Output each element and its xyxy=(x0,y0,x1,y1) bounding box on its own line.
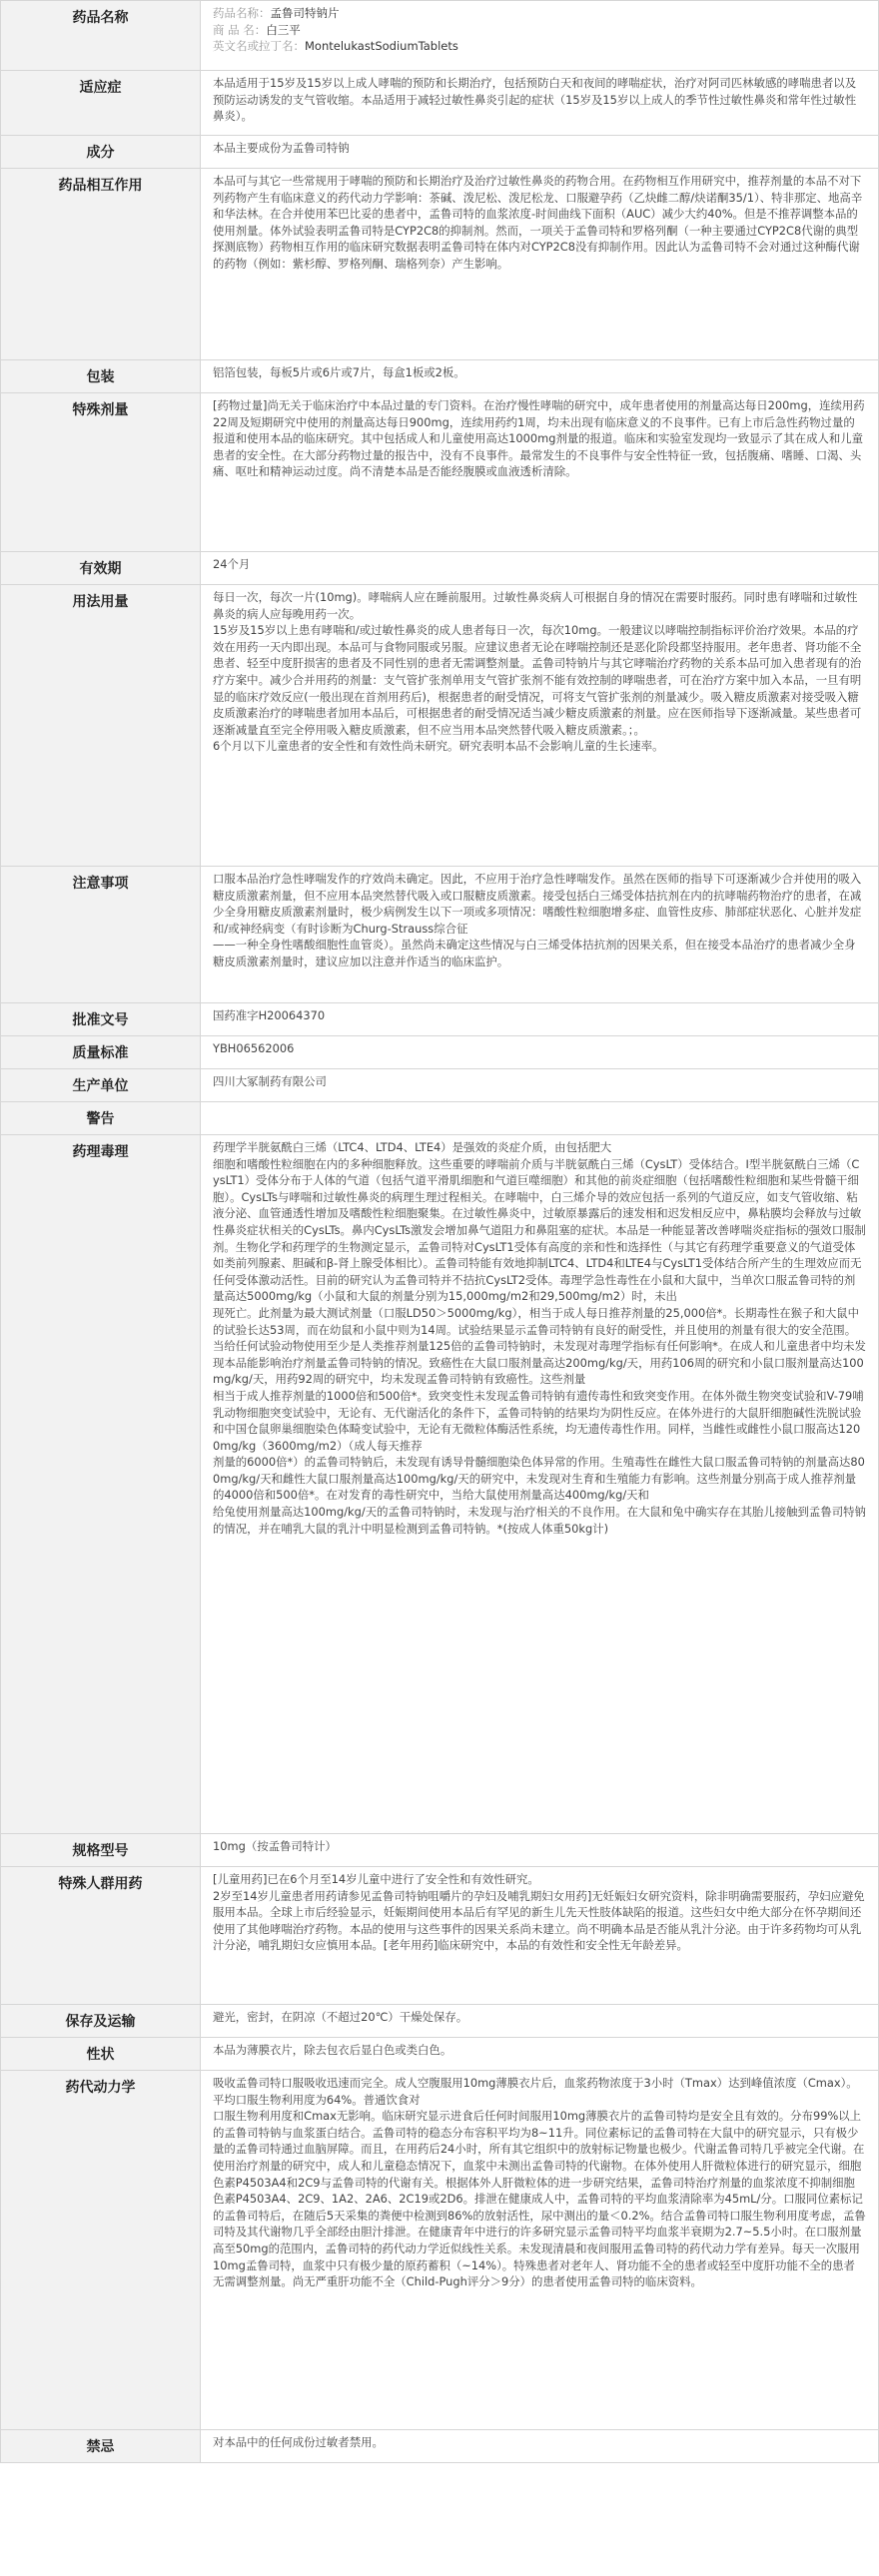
composition-label: 成分 xyxy=(1,136,201,169)
precautions-label: 注意事项 xyxy=(1,867,201,1003)
quality-value: YBH06562006 xyxy=(201,1036,879,1069)
drug-name-value xyxy=(201,1,879,71)
contraindications-label: 禁忌 xyxy=(1,2430,201,2463)
warning-row xyxy=(1,1102,879,1135)
manufacturer-value: 四川大冢制药有限公司 xyxy=(201,1069,879,1102)
approval-label: 批准文号 xyxy=(1,1003,201,1036)
storage-row xyxy=(1,2005,879,2038)
pharmacokinetics-value: 吸收孟鲁司特口服吸收迅速而完全。成人空腹服用10mg薄膜衣片后，血浆药物浓度于3小时（Tmax）达到峰值浓度（Cmax）。平均口服生物利用度为64%。普通饮食对 口服生物利用度和Cmax无影响。临床研究显示进食后任何时间服用10mg薄膜衣片的孟鲁司特均是安全且有效的。分布99%以上的孟鲁司特钠与血浆蛋白结合。孟鲁司特的稳态分布容积平均为8~11升。同位素标记的孟鲁司特在大鼠中的研究显示，只有极少量的孟鲁司特通过血脑屏障。而且，在用药后24小时，所有其它组织中的放射标记物量也极少。代谢孟鲁司特几乎被完全代谢。在使用治疗剂量的研究中，成人和儿童稳态情况下，血浆中未测出孟鲁司特的代谢物。在体外使用人肝微粒体进行的研究显示，细胞色素P4503A4和2C9与孟鲁司特的代谢有关。根据体外人肝微粒体的进一步研究结果，孟鲁司特治疗剂量的血浆浓度不抑制细胞色素P4503A4、2C9、1A2、2A6、2C19或2D6。排泄在健康成人中，孟鲁司特的平均血浆清除率为45mL/分。口服同位素标记的孟鲁司特后，在随后5天采集的粪便中检测到86%的放射活性，尿中测出的量＜0.2%。结合孟鲁司特口服生物利用度考虑，孟鲁司特及其代谢物几乎全部经由胆汁排泄。在健康青年中进行的许多研究显示孟鲁司特平均血浆半衰期为2.7~5.5小时。在口服剂量高至50mg的范围内，孟鲁司特的药代动力学近似线性关系。未发现清晨和夜间服用孟鲁司特的药代动力学有差异。每天一次服用10mg孟鲁司特，血浆中只有极少量的原药蓄积（~14%）。特殊患者对老年人、肾功能不全的患者或轻至中度肝功能不全的患者无需调整剂量。尚无严重肝功能不全（Child-Pugh评分＞9分）的患者使用孟鲁司特的临床资料。 xyxy=(201,2071,879,2430)
quality-row xyxy=(1,1036,879,1069)
precautions-value: 口服本品治疗急性哮喘发作的疗效尚未确定。因此，不应用于治疗急性哮喘发作。虽然在医师的指导下可逐渐减少合并使用的吸入糖皮质激素剂量，但不应用本品突然替代吸入或口服糖皮质激素。接受包括白三烯受体拮抗剂在内的抗哮喘药物治疗的患者，在减少全身用糖皮质激素剂量时，极少病例发生以下一项或多项情况：嗜酸性粒细胞增多症、血管性皮疹、肺部症状恶化、心脏并发症和/或神经病变（有时诊断为Churg-Strauss综合征 ——一种全身性嗜酸细胞性血管炎）。虽然尚未确定这些情况与白三烯受体拮抗剂的因果关系，但在接受本品治疗的患者减少全身糖皮质激素剂量时，建议应加以注意并作适当的临床监护。 xyxy=(201,867,879,1003)
package-label: 包装 xyxy=(1,360,201,393)
warning-value xyxy=(201,1102,879,1135)
composition-value: 本品主要成份为孟鲁司特钠 xyxy=(201,136,879,169)
dosage-value: 每日一次，每次一片(10mg)。哮喘病人应在睡前服用。过敏性鼻炎病人可根据自身的情况在需要时服药。同时患有哮喘和过敏性鼻炎的病人应每晚用药一次。 15岁及15岁以上患有哮喘和/或过敏性鼻炎的成人患者每日一次，每次10mg。一般建议以哮喘控制指标评价治疗效果。本品的疗效在用药一天内即出现。本品可与食物同服或另服。应建议患者无论在哮喘控制还是恶化阶段都坚持服用。老年患者、肾功能不全患者、轻至中度肝损害的患者及不同性别的患者无需调整剂量。孟鲁司特钠片与其它哮喘治疗药物的关系本品可加入患者现有的治疗方案中。减少合并用药的剂量：支气管扩张剂单用支气管扩张剂不能有效控制的哮喘患者，可在治疗方案中加入本品，一旦有明显的临床疗效反应(一般出现在首剂用药后)，根据患者的耐受情况，可将支气管扩张剂的剂量减少。吸入糖皮质激素对接受吸入糖皮质激素治疗的哮喘患者加用本品后，可根据患者的耐受情况适当减少糖皮质激素的剂量。应在医师指导下逐渐减量。某些患者可逐渐减量直至完全停用吸入糖皮质激素，但不应当用本品突然替代吸入糖皮质激素。；。 6个月以下儿童患者的安全性和有效性尚未研究。研究表明本品不会影响儿童的生长速率。 xyxy=(201,585,879,867)
appearance-value: 本品为薄膜衣片，除去包衣后显白色或类白色。 xyxy=(201,2038,879,2071)
brand-name-line: 商 品 名：白三平 xyxy=(213,22,301,37)
indications-label: 适应症 xyxy=(1,71,201,136)
special-groups-label: 特殊人群用药 xyxy=(1,1867,201,2005)
spec-row xyxy=(1,1834,879,1867)
appearance-row xyxy=(1,2038,879,2071)
manufacturer-label: 生产单位 xyxy=(1,1069,201,1102)
interactions-row xyxy=(1,169,879,360)
pharmacology-value: 药理学半胱氨酰白三烯（LTC4、LTD4、LTE4）是强效的炎症介质，由包括肥大 细胞和嗜酸性粒细胞在内的多种细胞释放。这些重要的哮喘前介质与半胱氨酰白三烯（CysLT）受体结合。I型半胱氨酰白三烯（CysLT1）受体分布于人体的气道（包括气道平滑肌细胞和气道巨噬细胞）和其他的前炎症细胞（包括嗜酸性粒细胞和某些骨髓干细胞）。CysLTs与哮喘和过敏性鼻炎的病理生理过程相关。在哮喘中，白三烯介导的效应包括一系列的气道反应，如支气管收缩、粘液分泌、血管通透性增加及嗜酸性粒细胞聚集。在过敏性鼻炎中，过敏原暴露后的速发相和迟发相反应中，鼻粘膜均会释放与过敏性鼻炎症状相关的CysLTs。鼻内CysLTs激发会增加鼻气道阻力和鼻阻塞的症状。本品是一种能显著改善哮喘炎症指标的强效口服制剂。生物化学和药理学的生物测定显示，孟鲁司特对CysLT1受体有高度的亲和性和选择性（与其它有药理学重要意义的气道受体如类前列腺素、胆碱和β-肾上腺受体相比）。孟鲁司特能有效地抑制LTC4、LTD4和LTE4与CysLT1受体结合所产生的生理效应而无任何受体激动活性。目前的研究认为孟鲁司特并不拮抗CysLT2受体。毒理学急性毒性在小鼠和大鼠中，当单次口服孟鲁司特的剂量高达5000mg/kg（小鼠和大鼠的剂量分别为15,000mg/m2和29,500mg/m2）时，未出 现死亡。此剂量为最大测试剂量（口服LD50＞5000mg/kg），相当于成人每日推荐剂量的25,000倍*。长期毒性在猴子和大鼠中的试验长达53周，而在幼鼠和小鼠中则为14周。试验结果显示孟鲁司特钠有良好的耐受性，并且使用的剂量有很大的安全范围。当给任何试验动物使用至少是人类推荐剂量125倍的孟鲁司特钠时，未发现对毒理学指标有任何影响*。在成人和儿童患者中均未发现本品能影响治疗剂量孟鲁司特钠的情况。致癌性在大鼠口服剂量高达200mg/kg/天，用药106周的研究和小鼠口服剂量高达100mg/kg/天，用药92周的研究中，均未发现孟鲁司特钠有致癌性。这些剂量 相当于成人推荐剂量的1000倍和500倍*。致突变性未发现孟鲁司特钠有遗传毒性和致突变作用。在体外微生物突变试验和V-79哺乳动物细胞突变试验中，无论有、无代谢活化的条件下，孟鲁司特钠的结果均为阴性反应。在体外进行的大鼠肝细胞碱性洗脱试验和中国仓鼠卵巢细胞染色体畸变试验中，无论有无微粒体酶活性系统，均无遗传毒性作用。同样，当雌性或雌性小鼠口服高达1200mg/kg（3600mg/m2）（成人每天推荐 剂量的6000倍*）的孟鲁司特钠后，未发现有诱导骨髓细胞染色体异常的作用。生殖毒性在雌性大鼠口服孟鲁司特钠的剂量高达800mg/kg/天和雌性大鼠口服剂量高达100mg/kg/天的研究中，未发现对生育和生殖能力有影响。这些剂量分别高于成人推荐剂量的4000倍和500倍*。在对发育的毒性研究中，当给大鼠使用剂量高达400mg/kg/天和 给兔使用剂量高达100mg/kg/天的孟鲁司特钠时，未发现与治疗相关的不良作用。在大鼠和兔中确实存在其胎儿接触到孟鲁司特钠的情况，并在哺乳大鼠的乳汁中明显检测到孟鲁司特钠。*(按成人体重50kg计) xyxy=(201,1135,879,1834)
pharmacology-label: 药理毒理 xyxy=(1,1135,201,1834)
approval-value: 国药准字H20064370 xyxy=(201,1003,879,1036)
contraindications-value: 对本品中的任何成份过敏者禁用。 xyxy=(201,2430,879,2463)
validity-label: 有效期 xyxy=(1,552,201,585)
contraindications-row xyxy=(1,2430,879,2463)
special-dose-value: [药物过量]尚无关于临床治疗中本品过量的专门资料。在治疗慢性哮喘的研究中，成年患者使用的剂量高达每日200mg，连续用药22周及短期研究中使用的剂量高达每日900mg，连续用药约1周，均未出现有临床意义的不良事件。已有上市后急性药物过量的报道和使用本品的临床研究。其中包括成人和儿童使用高达1000mg剂量的报道。临床和实验室发现均一致显示了其在成人和儿童患者的安全性。在大部分药物过量的报告中，没有不良事件。最常发生的不良事件与安全性特征一致，包括腹痛、嗜睡、口渴、头痛、呕吐和精神运动过度。尚不清楚本品是否能经腹膜或血液透析清除。 xyxy=(201,393,879,552)
approval-row xyxy=(1,1003,879,1036)
precautions-row xyxy=(1,867,879,1003)
special-dose-label: 特殊剂量 xyxy=(1,393,201,552)
spec-value: 10mg（按孟鲁司特计） xyxy=(201,1834,879,1867)
package-value: 铝箔包装，每板5片或6片或7片，每盒1板或2板。 xyxy=(201,360,879,393)
indications-value: 本品适用于15岁及15岁以上成人哮喘的预防和长期治疗，包括预防白天和夜间的哮喘症状，治疗对阿司匹林敏感的哮喘患者以及预防运动诱发的支气管收缩。本品适用于减轻过敏性鼻炎引起的症状（15岁及15岁以上成人的季节性过敏性鼻炎和常年性过敏性鼻炎）。 xyxy=(201,71,879,136)
special-dose-row xyxy=(1,393,879,552)
interactions-label: 药品相互作用 xyxy=(1,169,201,360)
interactions-value: 本品可与其它一些常规用于哮喘的预防和长期治疗及治疗过敏性鼻炎的药物合用。在药物相互作用研究中，推荐剂量的本品不对下列药物产生有临床意义的药代动力学影响：茶碱、泼尼松、泼尼松龙、口服避孕药（乙炔雌二醇/炔诺酮35/1）、特非那定、地高辛和华法林。在合并使用苯巴比妥的患者中，孟鲁司特的血浆浓度-时间曲线下面积（AUC）减少大约40%。但是不推荐调整本品的使用剂量。体外试验表明孟鲁司特是CYP2C8的抑制剂。然而，一项关于孟鲁司特和罗格列酮（一种主要通过CYP2C8代谢的典型探测底物）药物相互作用的临床研究数据表明孟鲁司特在体内对CYP2C8没有抑制作用。因此认为孟鲁司特不会对通过这种酶代谢的药物（例如：紫杉醇、罗格列酮、瑞格列奈）产生影响。 xyxy=(201,169,879,360)
dosage-label: 用法用量 xyxy=(1,585,201,867)
validity-value: 24个月 xyxy=(201,552,879,585)
special-groups-row xyxy=(1,1867,879,2005)
warning-label: 警告 xyxy=(1,1102,201,1135)
quality-label: 质量标准 xyxy=(1,1036,201,1069)
composition-row xyxy=(1,136,879,169)
package-row xyxy=(1,360,879,393)
drug-name-row xyxy=(1,1,879,71)
english-name-line: 英文名或拉丁名：MontelukastSodiumTablets xyxy=(213,39,458,53)
special-groups-value: [儿童用药]已在6个月至14岁儿童中进行了安全性和有效性研究。 2岁至14岁儿童患者用药请参见孟鲁司特钠咀嚼片的孕妇及哺乳期妇女用药]无妊娠妇女研究资料，除非明确需要服药，孕妇应避免服用本品。全球上市后经验显示，妊娠期间使用本品后有罕见的新生儿先天性肢体缺陷的报道。这些妇女中绝大部分在怀孕期间还使用了其他哮喘治疗药物。本品的使用与这些事件的因果关系尚未建立。尚不明确本品是否能从乳汁分泌。由于许多药物均可从乳汁分泌，哺乳期妇女应慎用本品。[老年用药]临床研究中，本品的有效性和安全性无年龄差异。 xyxy=(201,1867,879,2005)
pharmacology-row xyxy=(1,1135,879,1834)
drug-name-label: 药品名称 xyxy=(1,1,201,71)
dosage-row xyxy=(1,585,879,867)
manufacturer-row xyxy=(1,1069,879,1102)
pharmacokinetics-row xyxy=(1,2071,879,2430)
pharmacokinetics-label: 药代动力学 xyxy=(1,2071,201,2430)
spec-label: 规格型号 xyxy=(1,1834,201,1867)
storage-value: 避光，密封，在阴凉（不超过20℃）干燥处保存。 xyxy=(201,2005,879,2038)
indications-row xyxy=(1,71,879,136)
validity-row xyxy=(1,552,879,585)
storage-label: 保存及运输 xyxy=(1,2005,201,2038)
generic-name-line: 药品名称：孟鲁司特钠片 xyxy=(213,6,340,20)
appearance-label: 性状 xyxy=(1,2038,201,2071)
